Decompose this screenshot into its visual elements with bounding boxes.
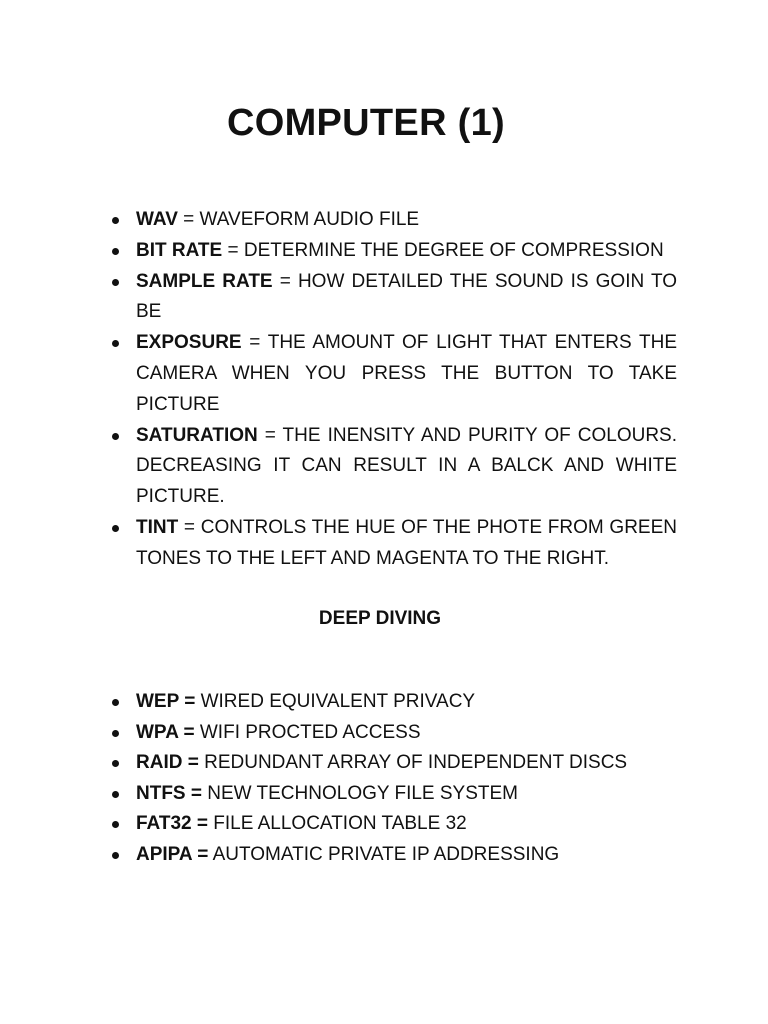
list-item [106,328,677,420]
bullet-icon [112,525,119,532]
definition-text: WAVEFORM AUDIO FILE [199,209,420,230]
definition-text: THE INENSITY AND PURITY OF COLOURS. DECREASING IT CAN RESULT IN A BALCK AND WHITE PICTURE. [136,424,677,508]
term-label: SAMPLE RATE [136,270,273,292]
term-label: APIPA = [136,843,209,865]
list-item [106,718,677,749]
separator: = [272,270,298,292]
list-item [106,840,677,871]
separator: = [241,332,268,354]
list-item [106,809,677,840]
term-label: RAID = [136,752,199,774]
separator: = [257,424,283,446]
bullet-icon [112,821,119,828]
bullet-icon [112,340,119,347]
definition-text: WIRED EQUIVALENT PRIVACY [200,691,476,712]
definition-text: REDUNDANT ARRAY OF INDEPENDENT DISCS [204,752,628,774]
definition-text: CONTROLS THE HUE OF THE PHOTE FROM GREEN TONES TO THE LEFT AND MAGENTA TO THE RIGHT. [136,516,677,569]
bullet-icon [112,279,119,286]
definition-text: THE AMOUNT OF LIGHT THAT ENTERS THE CAMERA WHEN YOU PRESS THE BUTTON TO TAKE PICTURE [136,332,677,415]
term-label: TINT [136,516,179,538]
bullet-icon [112,217,119,224]
term-label: FAT32 = [136,813,208,835]
bullet-icon [112,248,119,255]
term-label: EXPOSURE [136,332,242,354]
list-item [106,687,677,718]
separator: = [177,209,200,230]
list-item [106,267,677,329]
separator: = [222,239,244,261]
definition-text: FILE ALLOCATION TABLE 32 [213,813,467,835]
term-label: SATURATION [136,424,258,446]
list-item [106,421,677,513]
term-label: BIT RATE [136,239,223,261]
definition-text: AUTOMATIC PRIVATE IP ADDRESSING [212,843,560,865]
bullet-icon [112,760,119,767]
bullet-icon [112,730,119,737]
page-title: COMPUTER (1) [226,102,506,144]
separator: = [178,516,201,538]
term-label: WEP = [136,691,196,712]
section-heading: DEEP DIVING [318,608,442,629]
definition-list-media [106,205,677,575]
definition-text: DETERMINE THE DEGREE OF COMPRESSION [243,239,664,261]
term-label: WAV [136,209,178,230]
definition-text: HOW DETAILED THE SOUND IS GOIN TO BE [136,270,678,323]
bullet-icon [112,852,119,859]
definition-list-networking [106,687,677,871]
list-item [106,748,677,779]
list-item [106,513,677,575]
list-item [106,236,677,267]
bullet-icon [112,699,119,706]
definition-text: NEW TECHNOLOGY FILE SYSTEM [207,782,519,804]
list-item [106,779,677,810]
term-label: WPA = [136,721,195,743]
definition-text: WIFI PROCTED ACCESS [199,721,421,743]
list-item [106,205,677,236]
bullet-icon [112,791,119,798]
term-label: NTFS = [136,782,202,804]
bullet-icon [112,433,119,440]
